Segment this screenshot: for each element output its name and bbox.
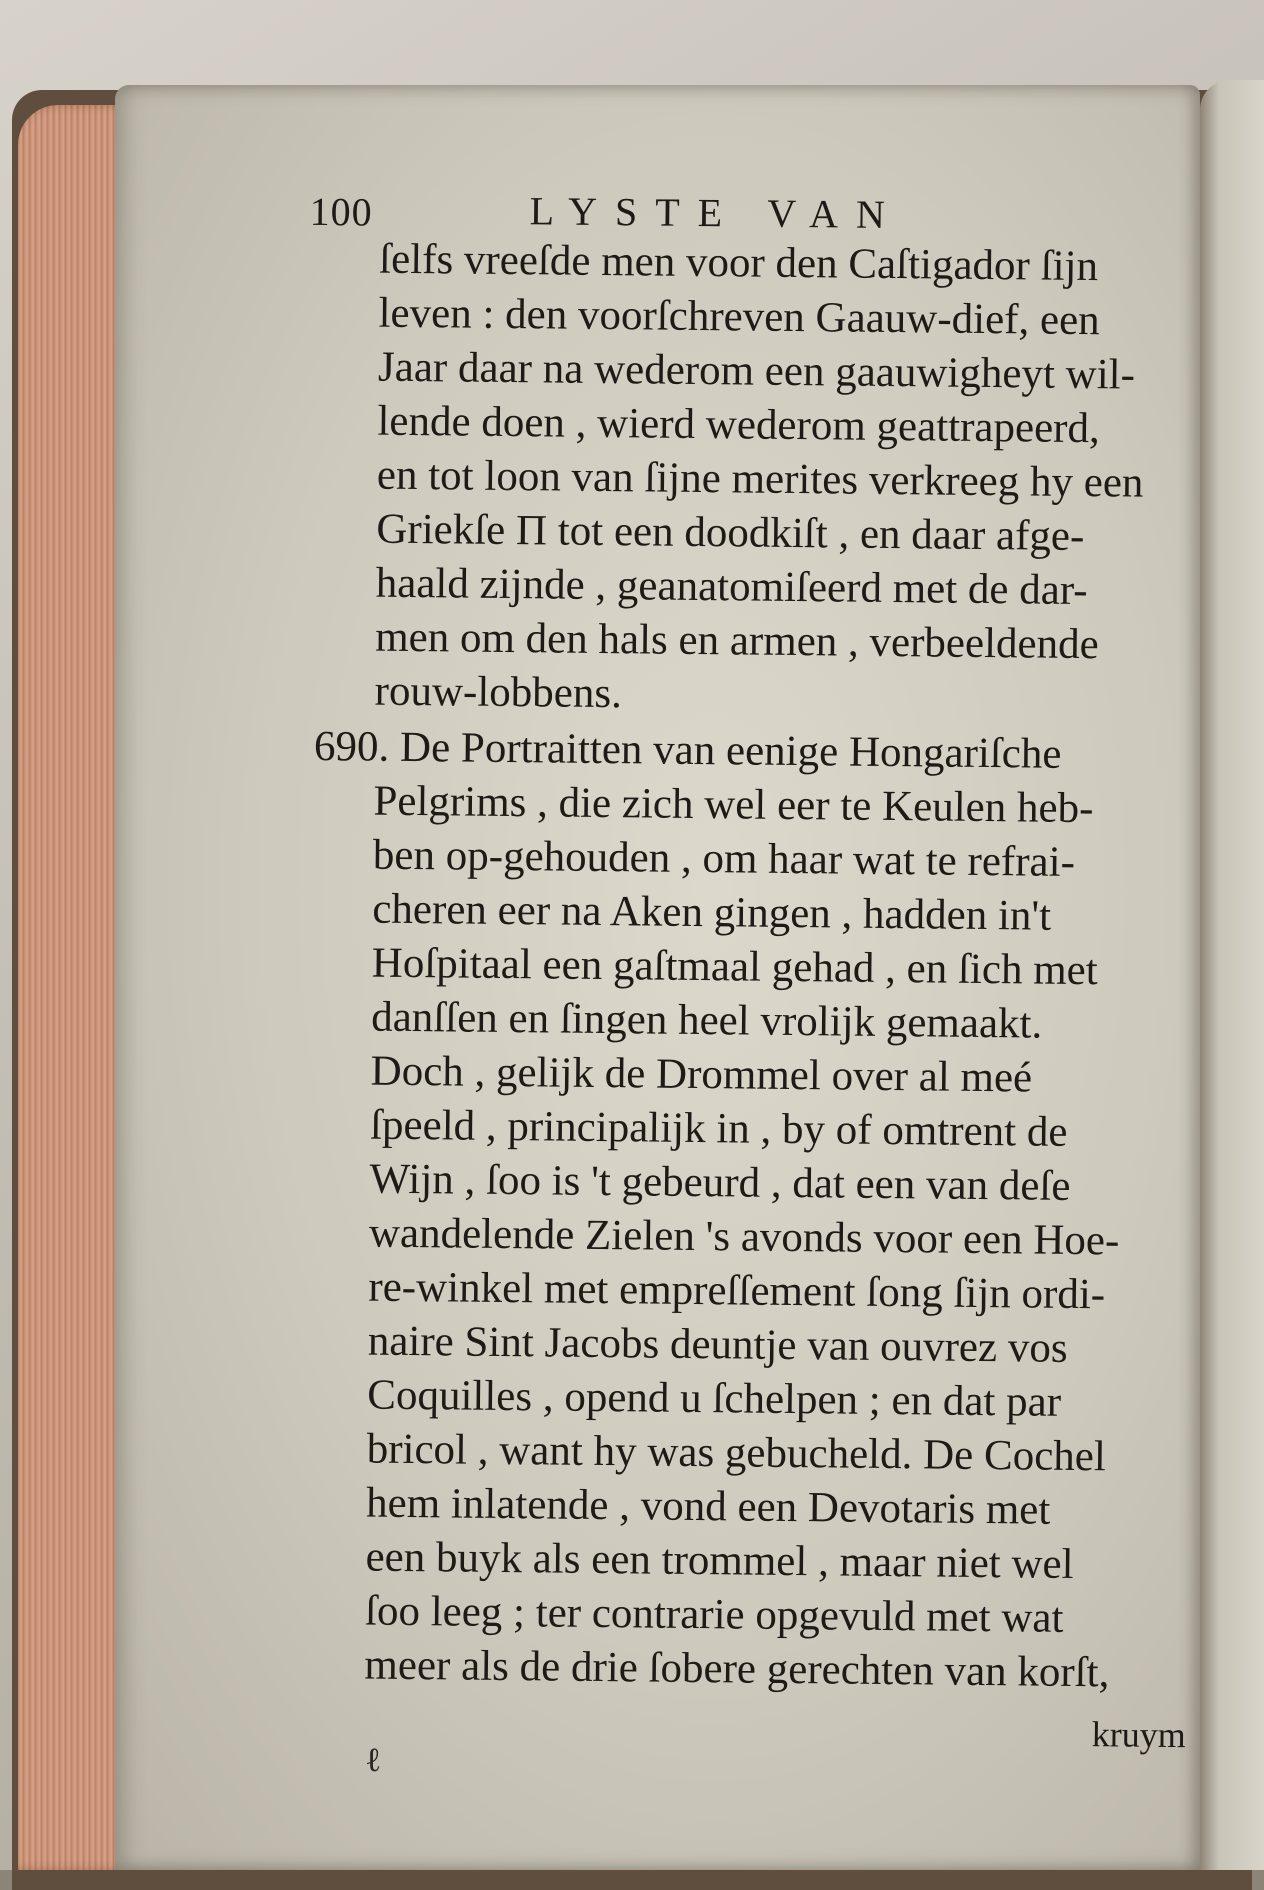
text-line: Griekſe Π tot een doodkiſt , en daar afge- [376,505,1085,561]
text-line: ſpeeld , principalijk in , by of omtrent de [369,1101,1068,1156]
text-line: wandelende Zielen 's avonds voor een Hoe- [368,1209,1120,1265]
text-line: Hoſpitaal een gaſtmaal gehad , en ſich met [371,939,1098,995]
page-edges [18,105,128,1870]
page-number: 100 [309,188,373,235]
text-line: Wijn , ſoo is 't gebeurd , dat een van deſe [369,1155,1071,1210]
page-text [303,180,1186,1779]
text-line: Jaar daar na wederom een gaauwigheyt wil- [377,343,1136,399]
text-line: Coquilles , opend u ſchelpen ; en dat par [367,1371,1062,1426]
text-line: rouw-lobbens. [374,667,623,718]
text-line: ben op-gehouden , om haar wat te refrai- [372,831,1076,886]
entry-start-line: 690. De Portraitten van eenige Hongariſche [313,722,1062,778]
text-line: leven : den voorſchreven Gaauw-dief, een [378,289,1100,345]
text-line: danſſen en ſingen heel vrolijk gemaakt. [370,993,1043,1048]
facing-page-edge [1200,80,1264,1870]
text-line: hem inlatende , vond een Devotaris met [365,1479,1051,1534]
text-line: naire Sint Jacobs deuntje van ouvrez vos [367,1317,1068,1372]
text-line: ſoo leeg ; ter contrarie opgevuld met wat [364,1587,1064,1642]
text-line: en tot loon van ſijne merites verkreeg hy een [376,451,1144,507]
text-line: meer als de drie ſobere gerechten van korſt, [364,1641,1110,1697]
text-line: bricol , want hy was gebucheld. De Cochel [366,1425,1107,1481]
text-line: men om den hals en armen , verbeeldende [374,613,1099,669]
text-line: re-winkel met empreſſement ſong ſijn ordi- [368,1263,1106,1319]
catchword: kruym [1091,1714,1186,1756]
text-line: een buyk als een trommel , maar niet wel [365,1533,1074,1588]
text-line: ſelfs vreeſde men voor den Caſtigador ſijn [378,235,1099,291]
pencil-mark: ℓ [365,1740,382,1780]
text-line: cheren eer na Aken gingen , hadden in't [372,885,1052,940]
running-head: LYSTE VAN [529,188,904,238]
text-line: lende doen , wierd wederom geattrapeerd, [377,397,1100,453]
text-line: Doch , gelijk de Drommel over al meé [370,1047,1033,1102]
text-line: Pelgrims , die zich wel eer te Keulen heb- [373,777,1094,833]
text-line: haald zijnde , geanatomiſeerd met de dar- [375,559,1088,615]
